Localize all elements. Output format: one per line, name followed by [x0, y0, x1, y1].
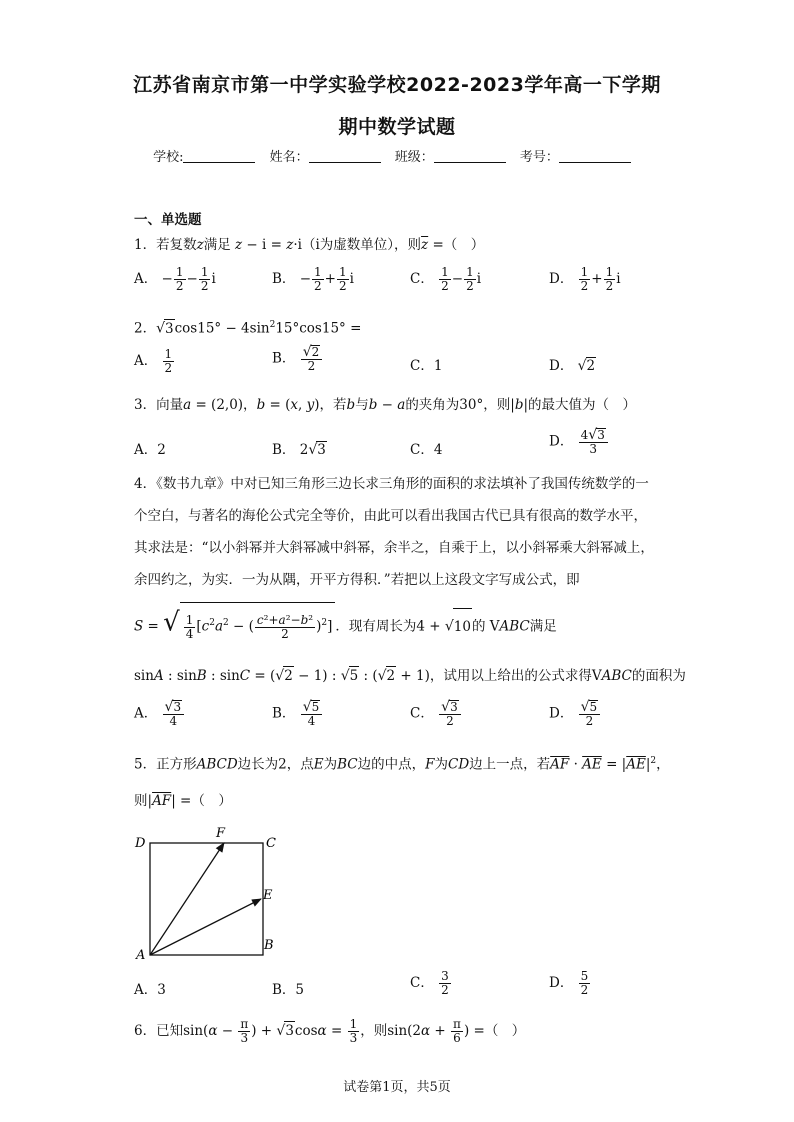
- q2-option-d[interactable]: D． √2: [549, 358, 596, 374]
- square-abcd: [150, 843, 263, 955]
- question-4-formula-line: S = √ $\frac{1}{4}$ [$c^2a^2$ − ( $\frac{\text{c²+a²−b²}}{2}$ )$^2$] ．现有周长为4 + √10的 VABC满足: [134, 602, 557, 647]
- question-4-ratio-line: sinA : sinB : sinC = (√2 − 1) : √5 : (√2 + 1)，试用以上给出的公式求得VABC的面积为: [134, 668, 686, 684]
- q4-option-b[interactable]: B． $\frac{√5}{4}$: [272, 700, 323, 728]
- vector-ae: [150, 899, 261, 955]
- q2-option-a[interactable]: A． $\frac{1}{2}$: [134, 347, 173, 375]
- q3-option-d[interactable]: D． $\frac{4√3}{3}$: [549, 428, 609, 456]
- label-c: C: [266, 836, 276, 851]
- square-figure: [130, 825, 280, 965]
- q1-option-a[interactable]: A． − $\frac{1}{2}$ − $\frac{1}{2}$ i: [134, 265, 216, 293]
- section-heading: 一、单选题: [134, 212, 202, 228]
- q5-option-b[interactable]: B．5: [272, 982, 305, 998]
- label-d: D: [135, 836, 146, 851]
- name-label: 姓名：: [269, 150, 309, 165]
- q3-option-a[interactable]: A．2: [134, 442, 166, 458]
- q2-option-b[interactable]: B． $\frac{√2}{2}$: [272, 345, 323, 373]
- exam-title-line2: 期中数学试题: [338, 116, 456, 138]
- question-4-line3: 其求法是：“以小斜幂并大斜幂减中斜幂，余半之，自乘于上，以小斜幂乘大斜幂减上，: [134, 540, 654, 556]
- q4-option-a[interactable]: A． $\frac{√3}{4}$: [134, 700, 185, 728]
- question-3-stem: 3．向量a = (2,0)，b = (x, y)，若b与b − a的夹角为30°，则|b|的最大值为（ ）: [134, 397, 637, 413]
- number-blank[interactable]: [559, 150, 631, 163]
- exam-title-line1: 江苏省南京市第一中学实验学校2022-2023学年高一下学期: [133, 74, 661, 96]
- class-blank[interactable]: [434, 150, 506, 163]
- q4-option-d[interactable]: D． $\frac{√5}{2}$: [549, 700, 601, 728]
- page-footer: 试卷第1页，共5页: [343, 1080, 451, 1095]
- q3-option-b[interactable]: B． 2√3: [272, 442, 326, 458]
- vector-af: [150, 843, 224, 955]
- question-5-line1: 5．正方形ABCD边长为2，点E为BC边的中点，F为CD边上一点，若$\overline{AF} \cdot \overline{AE} = |\overline{AE}|^2$，: [134, 756, 670, 773]
- q1-option-d[interactable]: D． $\frac{1}{2}$ + $\frac{1}{2}$ i: [549, 265, 621, 293]
- school-label: 学校:: [153, 150, 184, 165]
- class-label: 班级：: [394, 150, 434, 165]
- question-4-line2: 个空白，与著名的海伦公式完全等价，由此可以看出我国古代已具有很高的数学水平，: [134, 508, 647, 524]
- q2-option-c[interactable]: C．1: [410, 358, 443, 374]
- number-label: 考号：: [519, 150, 559, 165]
- label-a: A: [136, 948, 146, 963]
- q4-option-c[interactable]: C． $\frac{√3}{2}$: [410, 700, 462, 728]
- label-b: B: [264, 938, 274, 953]
- question-4-line1: 4．《数书九章》中对已知三角形三边长求三角形的面积的求法填补了我国传统数学的一: [134, 476, 649, 492]
- student-info-row: [0, 146, 794, 165]
- label-e: E: [263, 888, 273, 903]
- q5-option-a[interactable]: A．3: [134, 982, 166, 998]
- q3-option-c[interactable]: C．4: [410, 442, 443, 458]
- q1-option-c[interactable]: C． $\frac{1}{2}$ − $\frac{1}{2}$ i: [410, 265, 482, 293]
- name-blank[interactable]: [309, 150, 381, 163]
- label-f: F: [216, 826, 226, 841]
- question-1-stem: 1．若复数z满足 z − i = z·i（i为虚数单位），则$\overline{z}$ =（ ）: [134, 237, 485, 253]
- q1-option-b[interactable]: B． − $\frac{1}{2}$ + $\frac{1}{2}$ i: [272, 265, 354, 293]
- question-4-line4: 余四约之，为实．一为从隅，开平方得积．”若把以上这段文字写成公式，即: [134, 572, 580, 588]
- question-2-stem: 2．$√3\cos 15^\circ - 4\sin^215^\circ\cos 15^\circ$ =: [134, 320, 362, 337]
- question-5-line2: 则$|\overline{AF}|$ =（ ）: [134, 793, 232, 809]
- question-6-stem: 6．已知sin(α − $\frac{\pi}{3}$ ) + √3cosα = $\frac{1}{3}$ ，则sin(2α + $\frac{\pi}{6}$ ) =（ ）: [134, 1017, 526, 1045]
- q5-option-c[interactable]: C． $\frac{3}{2}$: [410, 969, 449, 997]
- school-blank[interactable]: [183, 150, 255, 163]
- q5-option-d[interactable]: D． $\frac{5}{2}$: [549, 969, 589, 997]
